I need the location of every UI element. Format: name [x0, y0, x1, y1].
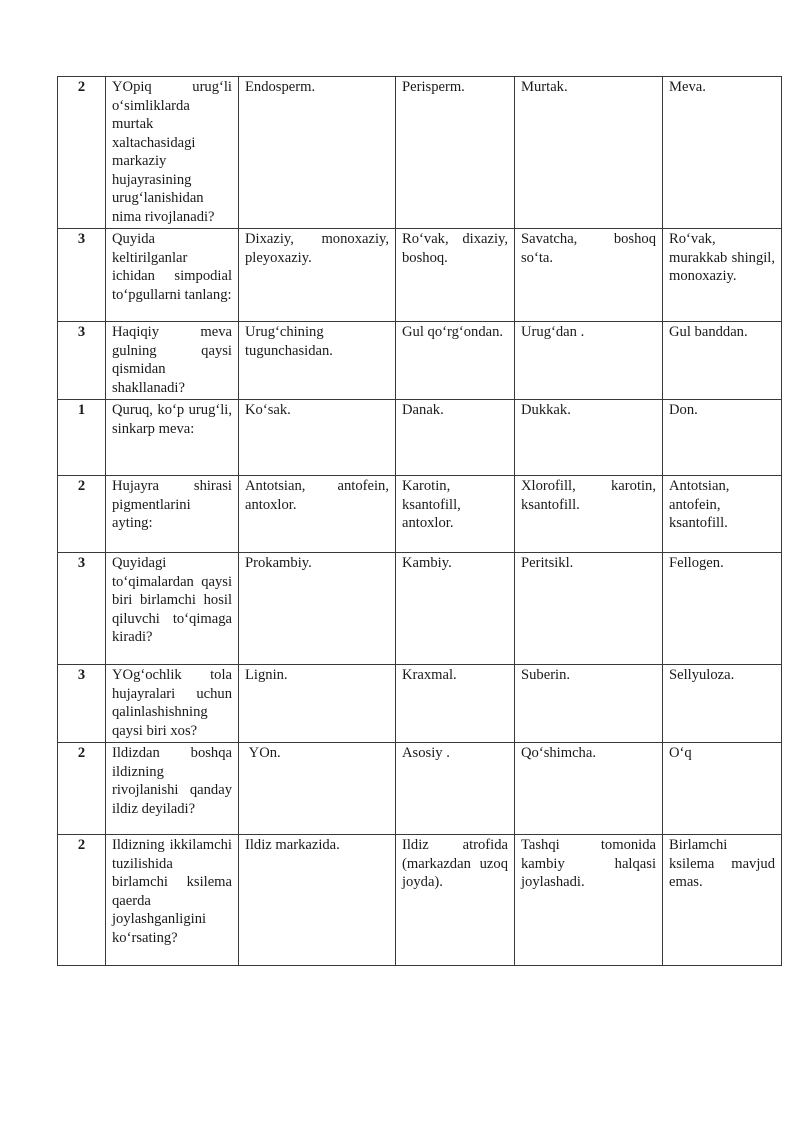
- score-cell: 3: [58, 553, 106, 665]
- score-cell: 2: [58, 743, 106, 835]
- table-row: [58, 743, 782, 835]
- option-d-cell: Gul banddan.: [663, 322, 782, 400]
- option-c-cell: Peritsikl.: [515, 553, 663, 665]
- question-cell: Hujayra shirasi pigmentlarini ayting:: [106, 476, 239, 553]
- question-cell: Ildizning ikkilamchi tuzilishida birlamchi ksilema qaerda joylashganligini ko‘rsating?: [106, 835, 239, 966]
- option-d-cell: Ro‘vak, murakkab shingil, monoxaziy.: [663, 229, 782, 322]
- question-cell: Quyidagi to‘qimalardan qaysi biri birlamchi hosil qiluvchi to‘qimaga kiradi?: [106, 553, 239, 665]
- option-d-cell: O‘q: [663, 743, 782, 835]
- option-a-cell: Endosperm.: [239, 77, 396, 229]
- option-c-cell: Urug‘dan .: [515, 322, 663, 400]
- option-b-cell: Asosiy .: [396, 743, 515, 835]
- option-a-cell: Ko‘sak.: [239, 400, 396, 476]
- option-d-cell: Fellogen.: [663, 553, 782, 665]
- option-a-cell: Ildiz markazida.: [239, 835, 396, 966]
- question-cell: Quruq, ko‘p urug‘li, sinkarp meva:: [106, 400, 239, 476]
- option-a-cell: Dixaziy, monoxaziy, pleyoxaziy.: [239, 229, 396, 322]
- option-c-cell: Savatcha, boshoq so‘ta.: [515, 229, 663, 322]
- option-b-cell: Ro‘vak, dixaziy, boshoq.: [396, 229, 515, 322]
- option-a-cell: Prokambiy.: [239, 553, 396, 665]
- option-a-cell: YOn.: [239, 743, 396, 835]
- option-d-cell: Meva.: [663, 77, 782, 229]
- table-row: [58, 322, 782, 400]
- question-cell: Haqiqiy meva gulning qaysi qismidan shakllanadi?: [106, 322, 239, 400]
- option-c-cell: Suberin.: [515, 665, 663, 743]
- option-b-cell: Danak.: [396, 400, 515, 476]
- table-row: [58, 400, 782, 476]
- option-d-cell: Antotsian, antofein, ksantofill.: [663, 476, 782, 553]
- table-row: [58, 229, 782, 322]
- test-questions-table: [57, 76, 782, 966]
- option-a-cell: Urug‘chining tugunchasidan.: [239, 322, 396, 400]
- question-cell: Ildizdan boshqa ildizning rivojlanishi qanday ildiz deyiladi?: [106, 743, 239, 835]
- option-b-cell: Perisperm.: [396, 77, 515, 229]
- question-cell: YOpiq urug‘li o‘simliklarda murtak xaltachasidagi markaziy hujayrasining urug‘lanishidan nima rivojlanadi?: [106, 77, 239, 229]
- score-cell: 2: [58, 835, 106, 966]
- score-cell: 3: [58, 229, 106, 322]
- option-d-cell: Sellyuloza.: [663, 665, 782, 743]
- option-b-cell: Gul qo‘rg‘ondan.: [396, 322, 515, 400]
- option-c-cell: Qo‘shimcha.: [515, 743, 663, 835]
- option-d-cell: Don.: [663, 400, 782, 476]
- score-cell: 1: [58, 400, 106, 476]
- option-c-cell: Dukkak.: [515, 400, 663, 476]
- question-cell: Quyida keltirilganlar ichidan simpodial to‘pgullarni tanlang:: [106, 229, 239, 322]
- option-a-cell: Antotsian, antofein, antoxlor.: [239, 476, 396, 553]
- option-c-cell: Xlorofill, karotin, ksantofill.: [515, 476, 663, 553]
- option-c-cell: Murtak.: [515, 77, 663, 229]
- table-row: [58, 835, 782, 966]
- score-cell: 2: [58, 476, 106, 553]
- question-cell: YOg‘ochlik tola hujayralari uchun qalinlashishning qaysi biri xos?: [106, 665, 239, 743]
- table-row: [58, 553, 782, 665]
- option-b-cell: Kambiy.: [396, 553, 515, 665]
- table-row: [58, 476, 782, 553]
- option-a-cell: Lignin.: [239, 665, 396, 743]
- option-b-cell: Karotin, ksantofill, antoxlor.: [396, 476, 515, 553]
- score-cell: 3: [58, 665, 106, 743]
- score-cell: 2: [58, 77, 106, 229]
- option-d-cell: Birlamchi ksilema mavjud emas.: [663, 835, 782, 966]
- score-cell: 3: [58, 322, 106, 400]
- table-row: [58, 77, 782, 229]
- table-row: [58, 665, 782, 743]
- option-b-cell: Ildiz atrofida (markazdan uzoq joyda).: [396, 835, 515, 966]
- option-b-cell: Kraxmal.: [396, 665, 515, 743]
- option-c-cell: Tashqi tomonida kambiy halqasi joylashadi.: [515, 835, 663, 966]
